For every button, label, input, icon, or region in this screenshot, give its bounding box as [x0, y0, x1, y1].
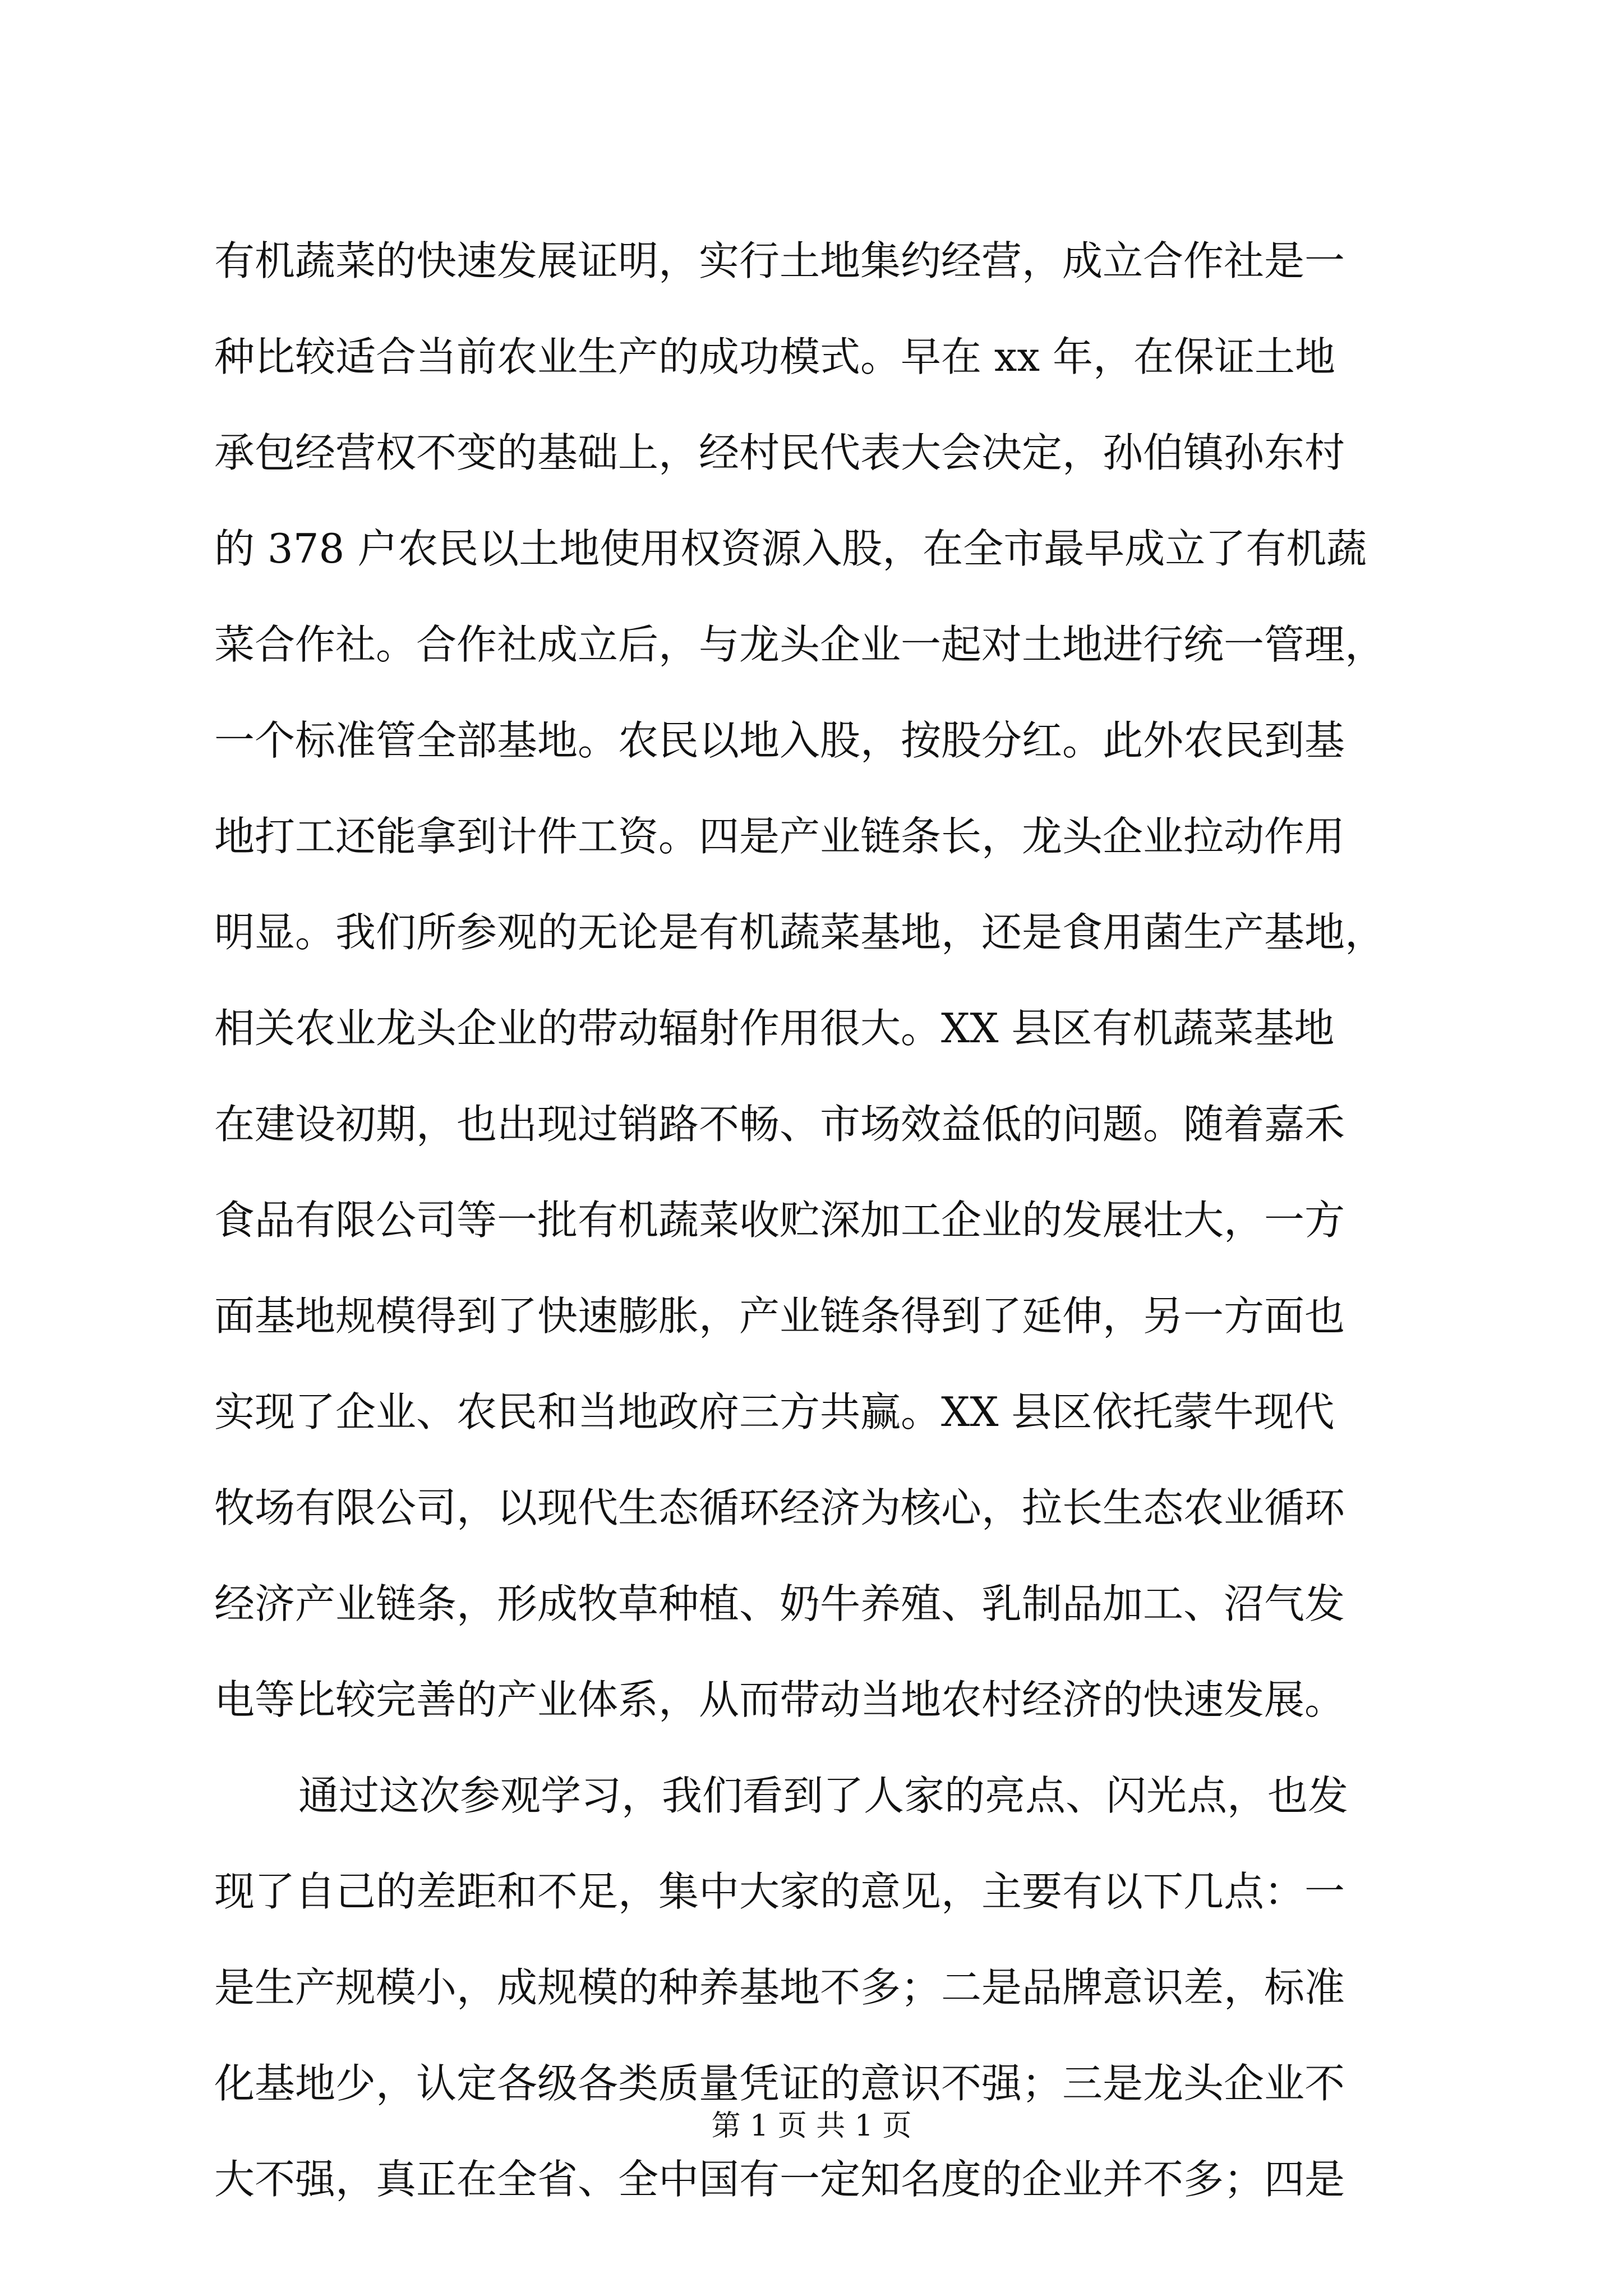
text-line: 大不强，真正在全省、全中国有一定知名度的企业并不多；四是: [214, 2156, 1345, 2203]
text-line: 种比较适合当前农业生产的成功模式。早在 xx 年，在保证土地: [214, 333, 1335, 380]
text-line: 经济产业链条，形成牧草种植、奶牛养殖、乳制品加工、沼气发: [214, 1580, 1345, 1627]
text-line: 面基地规模得到了快速膨胀，产业链条得到了延伸，另一方面也: [214, 1292, 1345, 1340]
document-body: [214, 213, 1421, 2228]
text-line: 是生产规模小，成规模的种养基地不多；二是品牌意识差，标准: [214, 1964, 1345, 2011]
text-line: 有机蔬菜的快速发展证明，实行土地集约经营，成立合作社是一: [214, 237, 1345, 284]
text-line: 相关农业龙头企业的带动辐射作用很大。XX 县区有机蔬菜基地: [214, 1005, 1335, 1052]
text-line: 一个标准管全部基地。农民以地入股，按股分红。此外农民到基: [214, 717, 1345, 764]
page-footer: 第 1 页 共 1 页: [711, 2109, 912, 2143]
text-line: 承包经营权不变的基础上，经村民代表大会决定，孙伯镇孙东村: [214, 429, 1345, 476]
text-line: 的 378 户农民以土地使用权资源入股，在全市最早成立了有机蔬: [214, 525, 1367, 572]
text-line: 菜合作社。合作社成立后，与龙头企业一起对土地进行统一管理，: [214, 621, 1386, 668]
text-line: 明显。我们所参观的无论是有机蔬菜基地，还是食用菌生产基地，: [214, 909, 1386, 956]
text-line: 牧场有限公司，以现代生态循环经济为核心，拉长生态农业循环: [214, 1484, 1345, 1531]
text-line: 地打工还能拿到计件工资。四是产业链条长，龙头企业拉动作用: [214, 813, 1345, 860]
text-line: 在建设初期，也出现过销路不畅、市场效益低的问题。随着嘉禾: [214, 1101, 1345, 1148]
text-line: 现了自己的差距和不足，集中大家的意见，主要有以下几点：一: [214, 1868, 1345, 1915]
text-line: 化基地少，认定各级各类质量凭证的意识不强；三是龙头企业不: [214, 2060, 1345, 2107]
paragraph-start-line: 通过这次参观学习，我们看到了人家的亮点、闪光点，也发: [298, 1772, 1349, 1819]
text-line: 实现了企业、农民和当地政府三方共赢。XX 县区依托蒙牛现代: [214, 1388, 1335, 1435]
text-line: 电等比较完善的产业体系，从而带动当地农村经济的快速发展。: [214, 1676, 1345, 1723]
text-line: 食品有限公司等一批有机蔬菜收贮深加工企业的发展壮大，一方: [214, 1197, 1345, 1244]
